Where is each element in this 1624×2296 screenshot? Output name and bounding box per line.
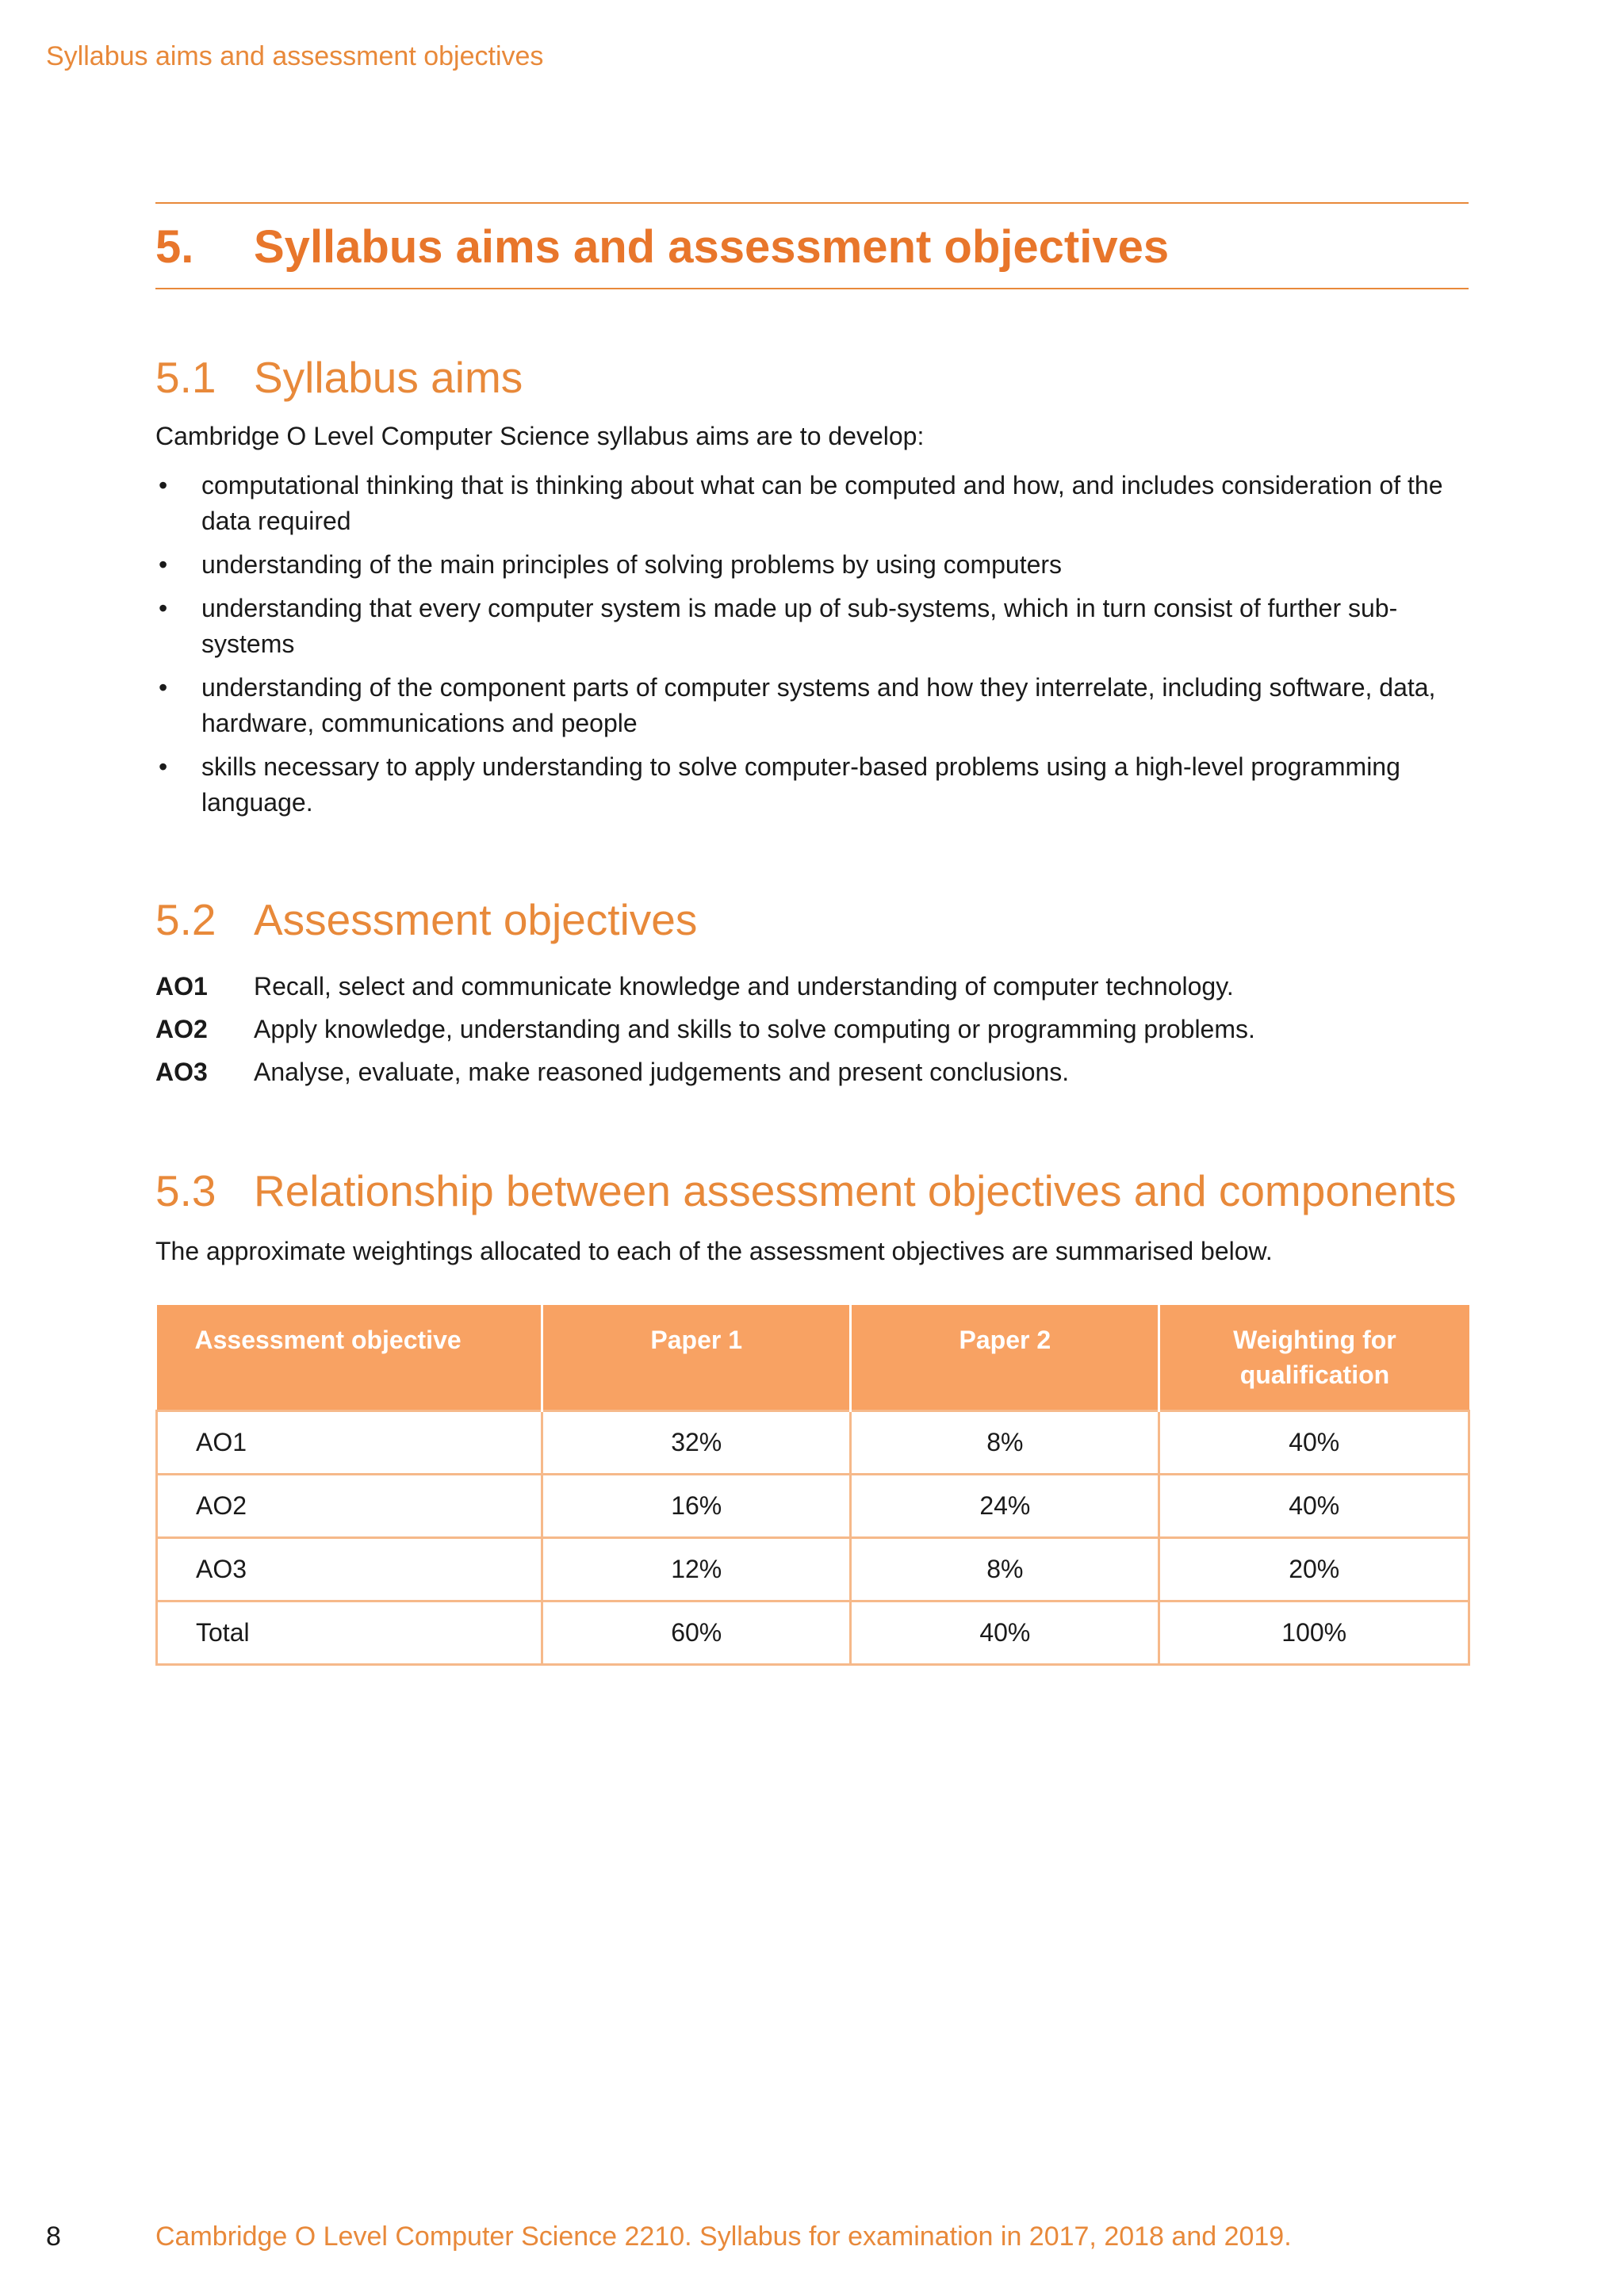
objective-row [155,969,1472,1004]
bullet-icon: • [159,550,168,579]
list-item-text: understanding of the component parts of computer systems and how they interrelate, including software, data, hardware, communications and people [201,673,1436,737]
page-number: 8 [46,2221,61,2252]
list-item-text: computational thinking that is thinking about what can be computed and how, and includes consideration of the data required [201,471,1443,535]
table-cell: 40% [1159,1475,1469,1538]
table-cell: 32% [542,1411,851,1475]
aims-intro: Cambridge O Level Computer Science syllabus aims are to develop: [155,422,925,450]
column-header: Weighting for qualification [1159,1305,1469,1411]
objectives-list [155,969,1472,1097]
objective-text: Apply knowledge, understanding and skills to solve computing or programming problems. [254,1015,1255,1043]
list-item [155,547,1472,583]
table-cell: 40% [1159,1411,1469,1475]
table-cell: 20% [1159,1538,1469,1601]
chapter-number: 5. [155,221,194,273]
bullet-icon: • [159,673,168,702]
chapter-rule-top [155,202,1469,204]
section-number: 5.1 [155,353,216,402]
table-row [157,1538,1469,1601]
table-cell: AO1 [157,1411,542,1475]
section-number: 5.3 [155,1166,216,1215]
column-header: Assessment objective [157,1305,542,1411]
objective-code: AO2 [155,1015,208,1043]
table-cell: 8% [851,1411,1159,1475]
objective-text: Recall, select and communicate knowledge and understanding of computer technology. [254,972,1234,1001]
aims-list [155,468,1472,828]
list-item [155,468,1472,539]
footer-text: Cambridge O Level Computer Science 2210. Syllabus for examination in 2017, 2018 and 2019. [155,2221,1292,2252]
list-item-text: understanding of the main principles of solving problems by using computers [201,550,1063,579]
column-header: Paper 1 [542,1305,851,1411]
weightings-table [155,1305,1470,1666]
list-item [155,591,1472,662]
section-title: Assessment objectives [254,895,698,944]
table-cell: 8% [851,1538,1159,1601]
chapter-title [155,220,1169,274]
column-header: Paper 2 [851,1305,1159,1411]
section-heading-objectives [155,894,697,945]
table-header-row [157,1305,1469,1411]
table-row [157,1475,1469,1538]
table-cell: 12% [542,1538,851,1601]
objective-text: Analyse, evaluate, make reasoned judgements and present conclusions. [254,1058,1070,1086]
table-row [157,1601,1469,1665]
section-number: 5.2 [155,895,216,944]
bullet-icon: • [159,594,168,622]
table-cell: Total [157,1601,542,1665]
relationship-intro: The approximate weightings allocated to each of the assessment objectives are summarised below. [155,1237,1273,1265]
table-cell: 40% [851,1601,1159,1665]
table-row [157,1411,1469,1475]
section-title: Relationship between assessment objectives and components [254,1166,1457,1215]
objective-row [155,1012,1472,1047]
list-item-text: understanding that every computer system is made up of sub-systems, which in turn consist of further sub-systems [201,594,1398,658]
table-cell: 100% [1159,1601,1469,1665]
list-item [155,749,1472,821]
bullet-icon: • [159,471,168,499]
table-cell: AO2 [157,1475,542,1538]
objective-code: AO3 [155,1058,208,1086]
chapter-title-text: Syllabus aims and assessment objectives [254,221,1170,273]
running-header: Syllabus aims and assessment objectives [46,41,544,71]
table-cell: 16% [542,1475,851,1538]
list-item-text: skills necessary to apply understanding to solve computer-based problems using a high-level programming language. [201,752,1400,817]
chapter-rule-bottom [155,288,1469,289]
section-heading-aims [155,352,523,403]
table-cell: 60% [542,1601,851,1665]
list-item [155,670,1472,741]
objective-row [155,1054,1472,1090]
section-title: Syllabus aims [254,353,523,402]
section-heading-relationship [155,1165,1456,1216]
table-cell: 24% [851,1475,1159,1538]
bullet-icon: • [159,752,168,781]
objective-code: AO1 [155,972,208,1001]
table-cell: AO3 [157,1538,542,1601]
